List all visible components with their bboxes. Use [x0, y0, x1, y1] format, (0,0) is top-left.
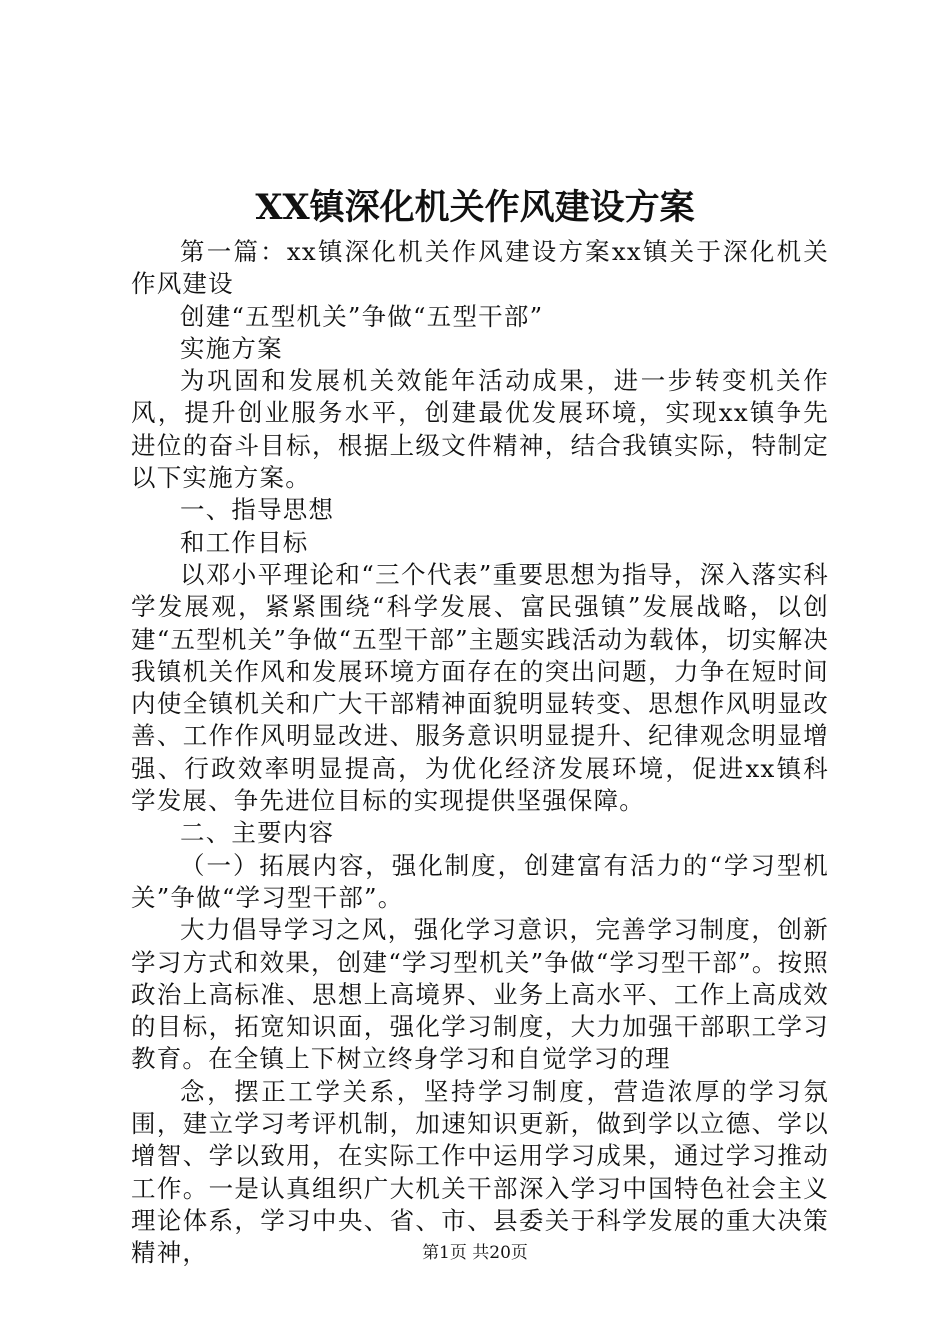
page-footer: 第1页 共20页 [422, 1243, 528, 1263]
section-heading: 二、主要内容 [180, 818, 335, 848]
paragraph: 和工作目标 [180, 527, 309, 557]
paragraph: 第一篇：xx镇深化机关作风建设方案xx镇关于深化机关作风建设 [131, 237, 829, 299]
paragraph: 实施方案 [180, 333, 283, 363]
document-title: XX镇深化机关作风建设方案 [255, 187, 695, 228]
subsection-heading: （一）拓展内容，强化制度，创建富有活力的“学习型机关”争做“学习型干部”。 [131, 850, 829, 912]
paragraph: 为巩固和发展机关效能年活动成果，进一步转变机关作风，提升创业服务水平，创建最优发展环境，实现xx镇争先进位的奋斗目标，根据上级文件精神，结合我镇实际，特制定以下实施方案。 [131, 366, 829, 493]
paragraph: 创建“五型机关”争做“五型干部” [180, 301, 544, 331]
section-heading: 一、指导思想 [180, 495, 335, 525]
paragraph: 大力倡导学习之风，强化学习意识，完善学习制度，创新学习方式和效果，创建“学习型机关”争做“学习型干部”。按照政治上高标准、思想上高境界、业务上高水平、工作上高成效的目标，拓宽知识面，强化学习制度，大力加强干部职工学习教育。在全镇上下树立终身学习和自觉学习的理 [131, 915, 829, 1074]
paragraph: 念，摆正工学关系，坚持学习制度，营造浓厚的学习氛围，建立学习考评机制，加速知识更新，做到学以立德、学以增智、学以致用，在实际工作中运用学习成果，通过学习推动工作。一是认真组织广大机关干部深入学习中国特色社会主义理论体系，学习中央、省、市、县委关于科学发展的重大决策精神， [131, 1076, 829, 1268]
document-body [131, 236, 829, 1270]
paragraph: 以邓小平理论和“三个代表”重要思想为指导，深入落实科学发展观，紧紧围绕“科学发展、富民强镇”发展战略，以创建“五型机关”争做“五型干部”主题实践活动为载体，切实解决我镇机关作风和发展环境方面存在的突出问题，力争在短时间内使全镇机关和广大干部精神面貌明显转变、思想作风明显改善、工作作风明显改进、服务意识明显提升、纪律观念明显增强、行政效率明显提高，为优化经济发展环境，促进xx镇科学发展、争先进位目标的实现提供坚强保障。 [131, 559, 829, 816]
